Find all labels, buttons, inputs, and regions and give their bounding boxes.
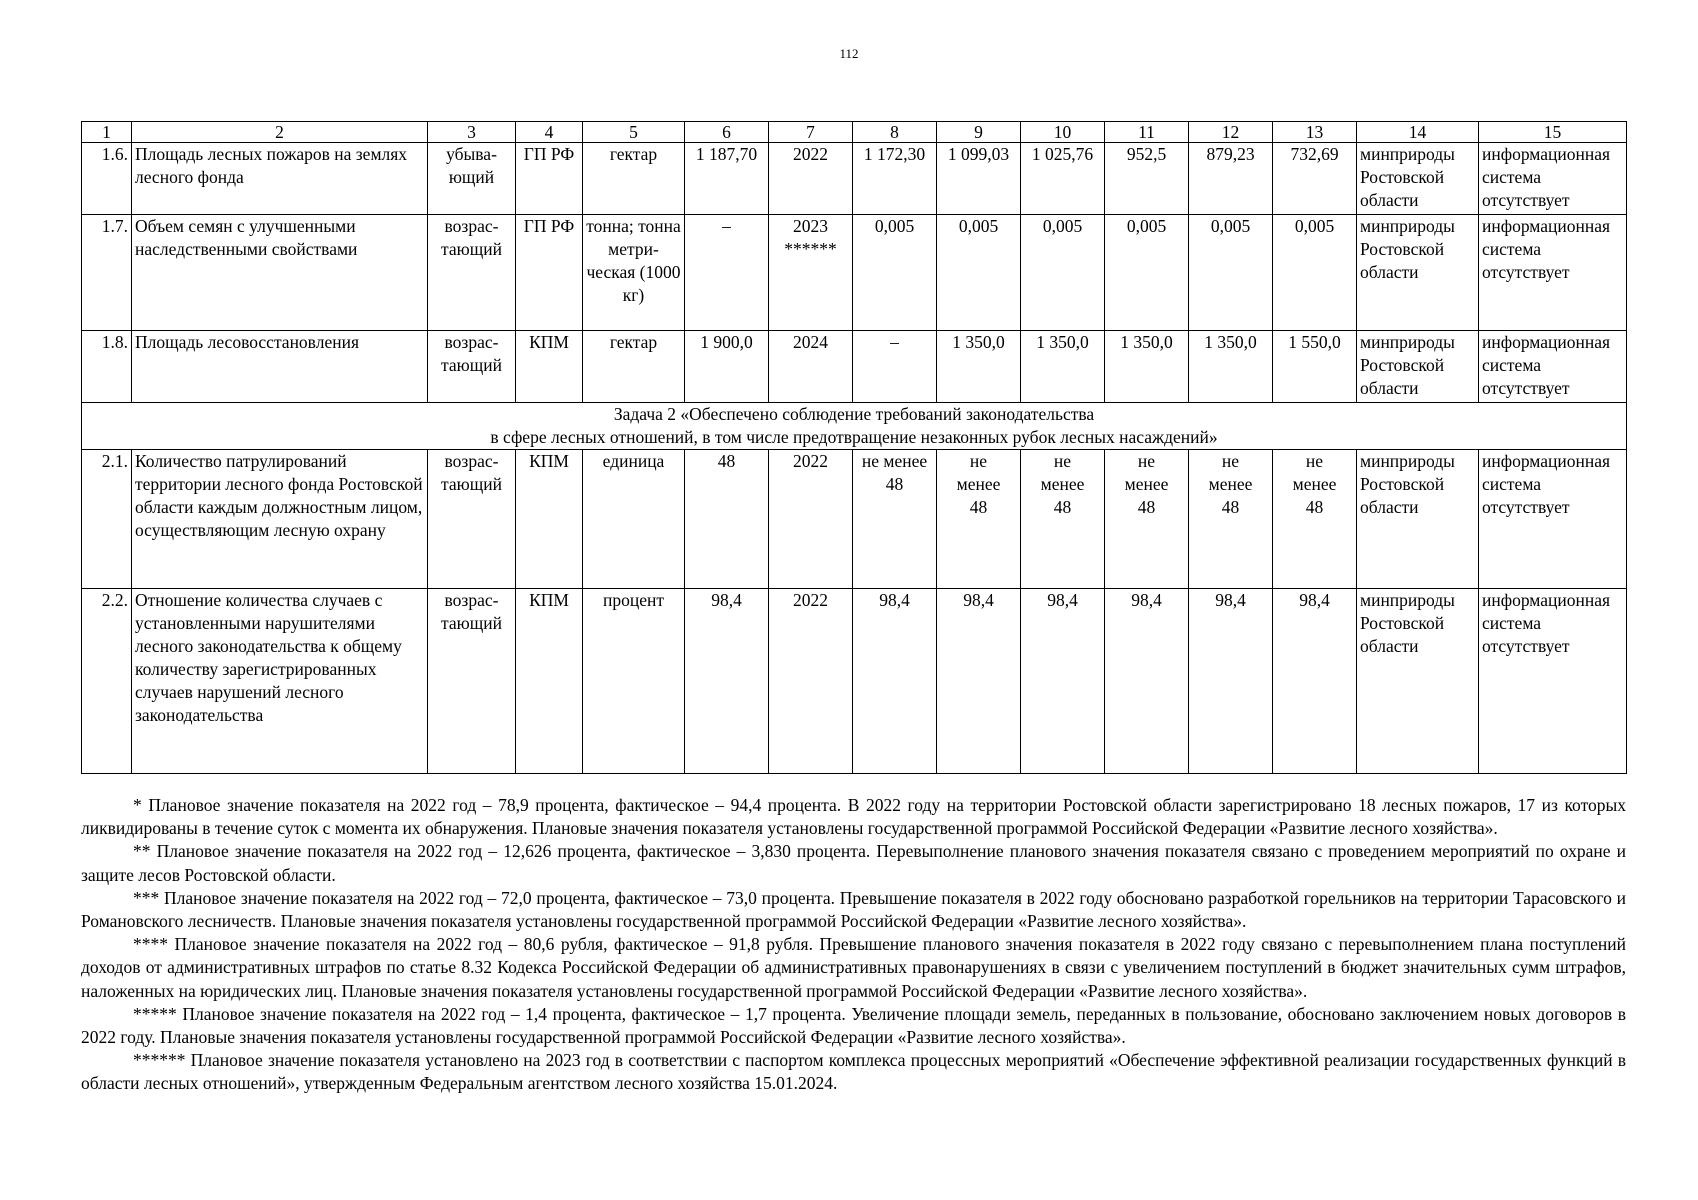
trend: возрас-тающий [428,331,516,403]
base-value: – [685,215,769,331]
column-header: 8 [853,122,937,143]
value-cell: не менее 48 [1105,450,1189,589]
table-row [82,331,1627,403]
responsible: минприроды Ростовской области [1357,215,1479,331]
indicator-type: КПМ [516,589,583,774]
indicator-name: Площадь лесных пожаров на землях лесного фонда [132,143,428,215]
value-cell: 0,005 [1105,215,1189,331]
info-system: информационная система отсутствует [1479,589,1627,774]
responsible: минприроды Ростовской области [1357,331,1479,403]
value-cell: 0,005 [1021,215,1105,331]
column-header: 4 [516,122,583,143]
footnote: ****** Плановое значение показателя установлено на 2023 год в соответствии с паспортом комплекса процессных мероприятий «Обеспечение эффективной реализации государственных функций в области лесных отношений», утвержденным Федеральным агентством лесного хозяйства 15.01.2024. [81,1050,1626,1094]
unit: гектар [583,331,685,403]
trend: возрас-тающий [428,589,516,774]
task-row [82,403,1627,450]
column-header: 14 [1357,122,1479,143]
column-header: 12 [1189,122,1273,143]
indicator-type: ГП РФ [516,143,583,215]
value-cell: 98,4 [937,589,1021,774]
value-cell: 0,005 [1273,215,1357,331]
column-header: 15 [1479,122,1627,143]
indicator-name: Количество патрулирований территории лесного фонда Ростовской области каждым должностным лицом, осуществляющим лесную охрану [132,450,428,589]
value-cell: 1 025,76 [1021,143,1105,215]
base-year: 2022 [769,589,853,774]
value-cell: не менее 48 [853,450,937,589]
value-cell: 98,4 [1273,589,1357,774]
column-header: 5 [583,122,685,143]
column-header: 9 [937,122,1021,143]
value-cell: 98,4 [1189,589,1273,774]
info-system: информационная система отсутствует [1479,143,1627,215]
footnote: * Плановое значение показателя на 2022 год – 78,9 процента, фактическое – 94,4 процента. В 2022 году на территории Ростовской области зарегистрировано 18 лесных пожаров, 17 из которых ликвидированы в течение суток с момента их обнаружения. Плановые значения показателя установлены государственной программой Российской Федерации «Развитие лесного хозяйства». [81,795,1626,839]
column-header: 13 [1273,122,1357,143]
value-cell: 879,23 [1189,143,1273,215]
column-header: 11 [1105,122,1189,143]
base-year: 2024 [769,331,853,403]
row-number: 1.6. [82,143,132,215]
indicator-name: Объем семян с улучшенными наследственными свойствами [132,215,428,331]
value-cell: 0,005 [1189,215,1273,331]
value-cell: 98,4 [1021,589,1105,774]
column-header: 10 [1021,122,1105,143]
indicator-name: Отношение количества случаев с установленными нарушителями лесного законодательства к общему количеству зарегистрированных случаев нарушений лесного законодательства [132,589,428,774]
unit: единица [583,450,685,589]
value-cell: 98,4 [853,589,937,774]
base-year: 2022 [769,450,853,589]
responsible: минприроды Ростовской области [1357,589,1479,774]
footnotes [81,794,1626,1096]
value-cell: не менее 48 [937,450,1021,589]
trend: возрас-тающий [428,450,516,589]
value-cell: 1 172,30 [853,143,937,215]
page-number: 112 [839,46,859,61]
value-cell: 98,4 [1105,589,1189,774]
task-heading [82,403,1627,450]
base-year: 2023 ****** [769,215,853,331]
responsible: минприроды Ростовской области [1357,450,1479,589]
table-header-row [82,122,1627,143]
column-header: 7 [769,122,853,143]
responsible: минприроды Ростовской области [1357,143,1479,215]
value-cell: 732,69 [1273,143,1357,215]
value-cell: 0,005 [853,215,937,331]
base-value: 48 [685,450,769,589]
value-cell: 1 350,0 [937,331,1021,403]
task-heading-line-1: Задача 2 «Обеспечено соблюдение требований законодательства [613,404,1095,424]
row-number: 2.2. [82,589,132,774]
value-cell: – [853,331,937,403]
value-cell: 0,005 [937,215,1021,331]
value-cell: 1 350,0 [1021,331,1105,403]
table-row [82,143,1627,215]
value-cell: не менее 48 [1189,450,1273,589]
table-row [82,589,1627,774]
unit: тонна; тонна метри-ческая (1000 кг) [583,215,685,331]
table-row [82,450,1627,589]
row-number: 2.1. [82,450,132,589]
column-header: 3 [428,122,516,143]
info-system: информационная система отсутствует [1479,450,1627,589]
base-value: 98,4 [685,589,769,774]
footnote: ***** Плановое значение показателя на 2022 год – 1,4 процента, фактическое – 1,7 процента. Увеличение площади земель, переданных в пользование, обосновано заключением новых договоров в 2022 году. Плановые значения показателя установлены государственной программой Российской Федерации «Развитие лесного хозяйства». [81,1003,1626,1048]
value-cell: не менее 48 [1273,450,1357,589]
value-cell: 1 550,0 [1273,331,1357,403]
indicator-type: КПМ [516,331,583,403]
trend: убыва-ющий [428,143,516,215]
value-cell: 1 099,03 [937,143,1021,215]
value-cell: 952,5 [1105,143,1189,215]
footnote: ** Плановое значение показателя на 2022 год – 12,626 процента, фактическое – 3,830 процента. Перевыполнение планового значения показателя связано с проведением мероприятий по охране и защите лесов Ростовской области. [81,841,1626,885]
table-row [82,215,1627,331]
indicators-table [81,121,1627,774]
base-value: 1 900,0 [685,331,769,403]
unit: процент [583,589,685,774]
row-number: 1.7. [82,215,132,331]
value-cell: не менее 48 [1021,450,1105,589]
value-cell: 1 350,0 [1105,331,1189,403]
base-year: 2022 [769,143,853,215]
column-header: 6 [685,122,769,143]
footnote: **** Плановое значение показателя на 2022 год – 80,6 рубля, фактическое – 91,8 рубля. Превышение планового значения показателя в 2022 году связано с перевыполнением плана поступлений доходов от административных штрафов по статье 8.32 Кодекса Российской Федерации об административных правонарушениях в связи с увеличением поступлений в бюджет значительных сумм штрафов, наложенных на юридических лиц. Плановые значения показателя установлены государственной программой Российской Федерации «Развитие лесного хозяйства». [81,934,1626,1001]
trend: возрас-тающий [428,215,516,331]
row-number: 1.8. [82,331,132,403]
info-system: информационная система отсутствует [1479,215,1627,331]
column-header: 2 [132,122,428,143]
indicator-type: КПМ [516,450,583,589]
indicator-name: Площадь лесовосстановления [132,331,428,403]
indicator-type: ГП РФ [516,215,583,331]
task-heading-line-2: в сфере лесных отношений, в том числе предотвращение незаконных рубок лесных насаждений» [490,427,1218,447]
value-cell: 1 350,0 [1189,331,1273,403]
info-system: информационная система отсутствует [1479,331,1627,403]
base-value: 1 187,70 [685,143,769,215]
column-header: 1 [82,122,132,143]
unit: гектар [583,143,685,215]
footnote: *** Плановое значение показателя на 2022 год – 72,0 процента, фактическое – 73,0 процента. Превышение показателя в 2022 году обосновано разработкой горельников на территории Тарасовского и Романовского лесничеств. Плановые значения показателя установлены государственной программой Российской Федерации «Развитие лесного хозяйства». [81,887,1626,932]
